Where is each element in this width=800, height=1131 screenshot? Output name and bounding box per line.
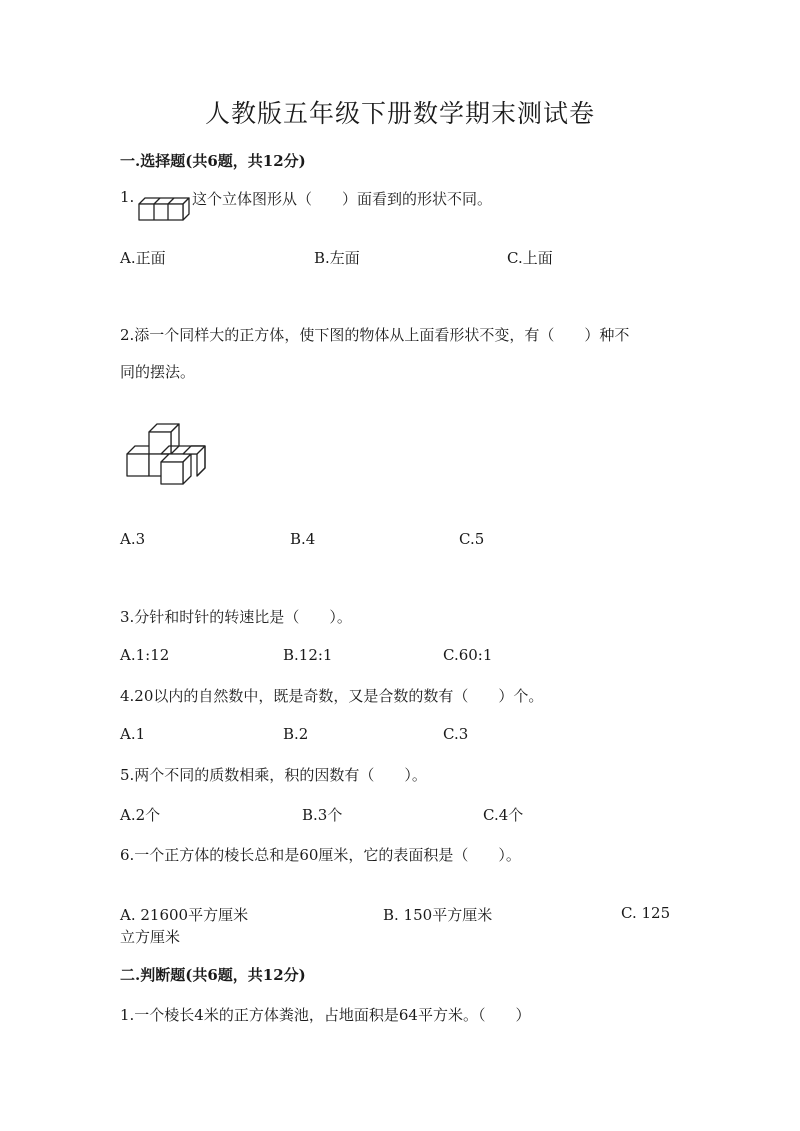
q4-option-b[interactable]: B.2 (283, 725, 309, 743)
q6-option-b[interactable]: B. 150平方厘米 (383, 906, 493, 924)
q5-option-b[interactable]: B.3个 (302, 806, 343, 824)
q4-option-a[interactable]: A.1 (120, 725, 146, 743)
q6-option-a[interactable]: A. 21600平方厘米 (120, 906, 249, 924)
q2-option-b[interactable]: B.4 (290, 530, 316, 548)
q3-option-c[interactable]: C.60:1 (443, 646, 493, 664)
question-5-text: 5.两个不同的质数相乘，积的因数有（ ）。 (120, 766, 427, 784)
q2-option-a[interactable]: A.3 (120, 530, 146, 548)
cube-row-figure (138, 196, 190, 222)
question-2-text-line1: 2.添一个同样大的正方体，使下图的物体从上面看形状不变，有（ ）种不 (120, 326, 630, 344)
question-3-text: 3.分针和时针的转速比是（ ）。 (120, 608, 352, 626)
question-4-text: 4.20以内的自然数中，既是奇数，又是合数的数有（ ）个。 (120, 687, 544, 705)
q2-option-c[interactable]: C.5 (459, 530, 485, 548)
section-heading-judgement: 二.判断题(共6题，共12分) (120, 966, 306, 984)
question-1-number: 1. (120, 188, 135, 206)
q3-option-a[interactable]: A.1:12 (120, 646, 170, 664)
q4-option-c[interactable]: C.3 (443, 725, 469, 743)
cube-stack-figure (125, 418, 207, 484)
q1-option-c[interactable]: C.上面 (507, 249, 553, 267)
q6-option-c[interactable]: C. 125 (621, 904, 671, 922)
q5-option-c[interactable]: C.4个 (483, 806, 524, 824)
judgement-question-1-text: 1.一个棱长4米的正方体粪池，占地面积是64平方米。（ ） (120, 1006, 531, 1024)
page-title: 人教版五年级下册数学期末测试卷 (204, 99, 595, 128)
question-6-text: 6.一个正方体的棱长总和是60厘米，它的表面积是（ ）。 (120, 846, 521, 864)
question-2-text-line2: 同的摆法。 (120, 363, 196, 381)
q1-option-a[interactable]: A.正面 (120, 249, 166, 267)
q3-option-b[interactable]: B.12:1 (283, 646, 333, 664)
section-heading-choice: 一.选择题(共6题，共12分) (120, 152, 306, 170)
q6-option-c-wrap: 立方厘米 (120, 928, 181, 946)
q5-option-a[interactable]: A.2个 (120, 806, 161, 824)
q1-option-b[interactable]: B.左面 (314, 249, 360, 267)
question-1-text: 这个立体图形从（ ）面看到的形状不同。 (192, 190, 493, 208)
